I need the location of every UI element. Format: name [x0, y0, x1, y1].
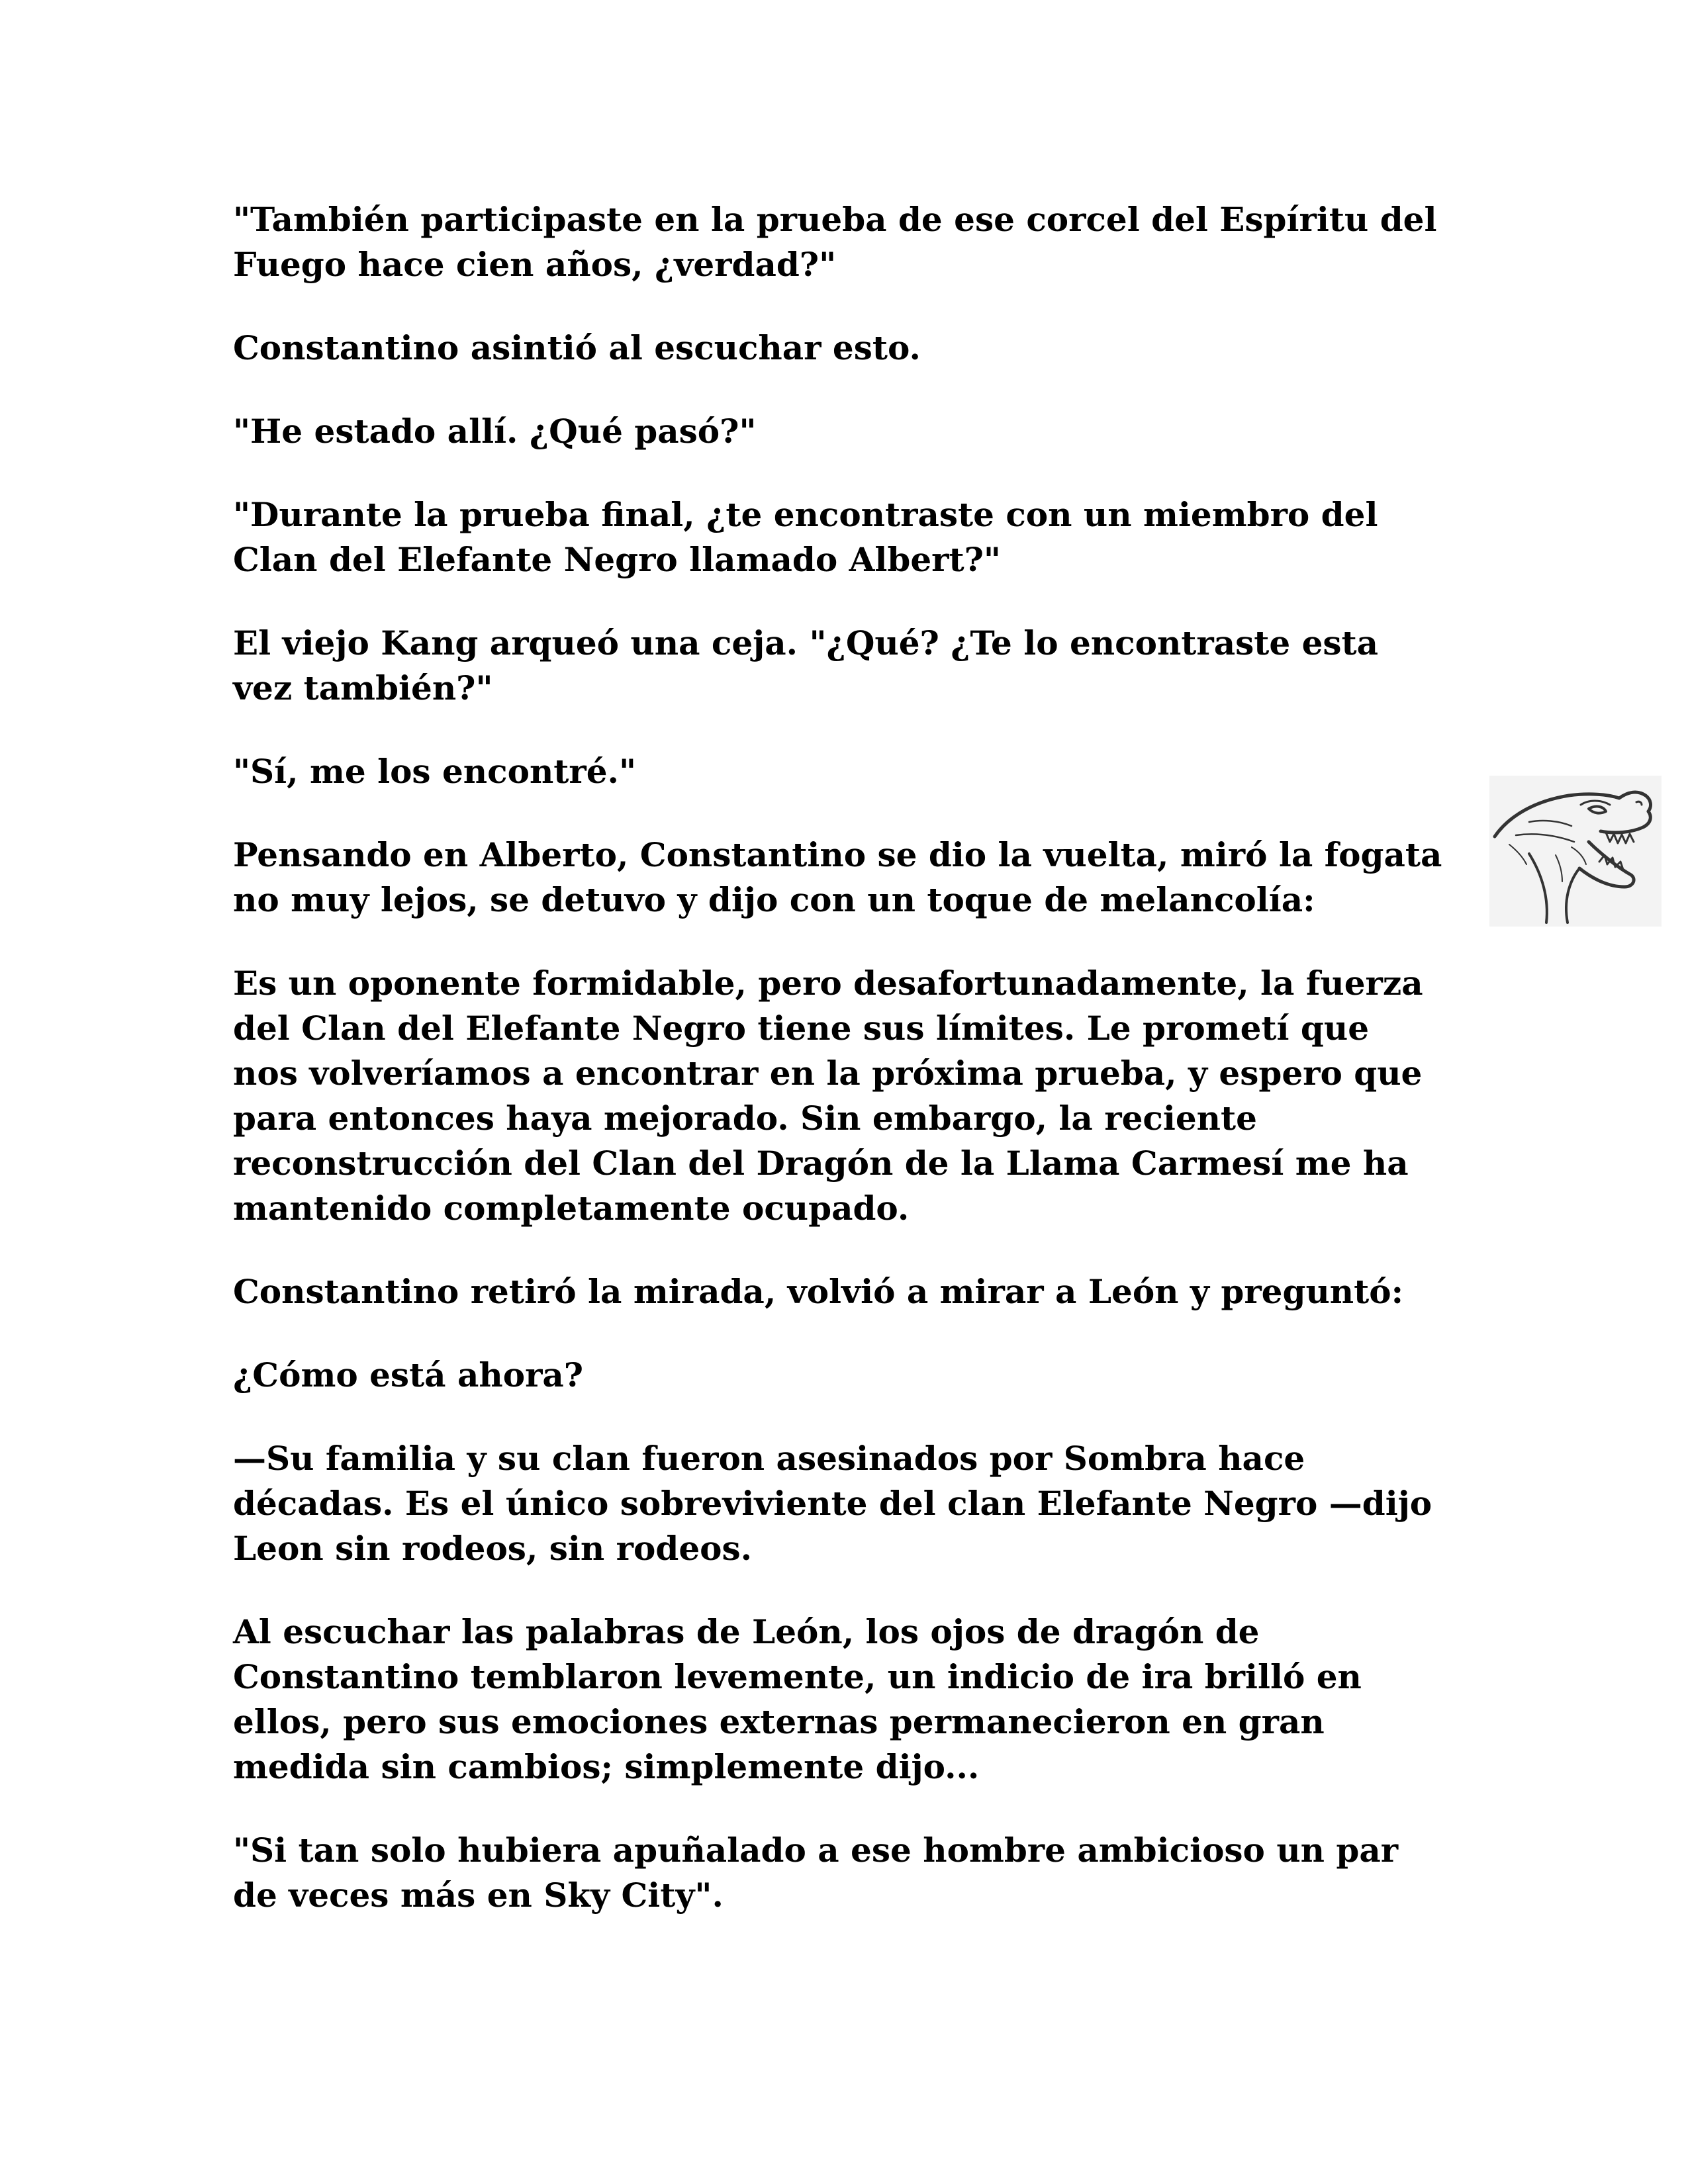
paragraph: El viejo Kang arqueó una ceja. "¿Qué? ¿Te lo encontraste esta vez también?"	[233, 623, 1379, 707]
paragraph: ¿Cómo está ahora?	[233, 1355, 584, 1394]
body-text	[233, 197, 1444, 1918]
paragraph: Pensando en Alberto, Constantino se dio la vuelta, miró la fogata no muy lejos, se detuvo y dijo con un toque de melancolía:	[233, 835, 1442, 919]
paragraph: —Su familia y su clan fueron asesinados por Sombra hace décadas. Es el único sobreviviente del clan Elefante Negro —dijo Leon sin rodeos, sin rodeos.	[233, 1439, 1432, 1568]
dinosaur-head-sketch-icon	[1489, 776, 1662, 927]
paragraph: "Si tan solo hubiera apuñalado a ese hombre ambicioso un par de veces más en Sky City".	[233, 1831, 1399, 1915]
paragraph: Constantino asintió al escuchar esto.	[233, 328, 921, 367]
paragraph: "He estado allí. ¿Qué pasó?"	[233, 412, 757, 451]
paragraph: "También participaste en la prueba de ese corcel del Espíritu del Fuego hace cien años, ¿verdad?"	[233, 200, 1437, 284]
paragraph: "Durante la prueba final, ¿te encontraste con un miembro del Clan del Elefante Negro llamado Albert?"	[233, 495, 1378, 579]
paragraph: Constantino retiró la mirada, volvió a mirar a León y preguntó:	[233, 1272, 1404, 1311]
paragraph: Es un oponente formidable, pero desafortunadamente, la fuerza del Clan del Elefante Negro tiene sus límites. Le prometí que nos volveríamos a encontrar en la próxima prueba, y espero que para entonces haya mejorado. Sin embargo, la reciente reconstrucción del Clan del Dragón de la Llama Carmesí me ha mantenido completamente ocupado.	[233, 964, 1423, 1228]
paragraph: "Sí, me los encontré."	[233, 752, 637, 791]
paragraph: Al escuchar las palabras de León, los ojos de dragón de Constantino temblaron levemente, un indicio de ira brilló en ellos, pero sus emociones externas permanecieron en gran medida sin cambios; simplemente dijo...	[233, 1612, 1362, 1786]
